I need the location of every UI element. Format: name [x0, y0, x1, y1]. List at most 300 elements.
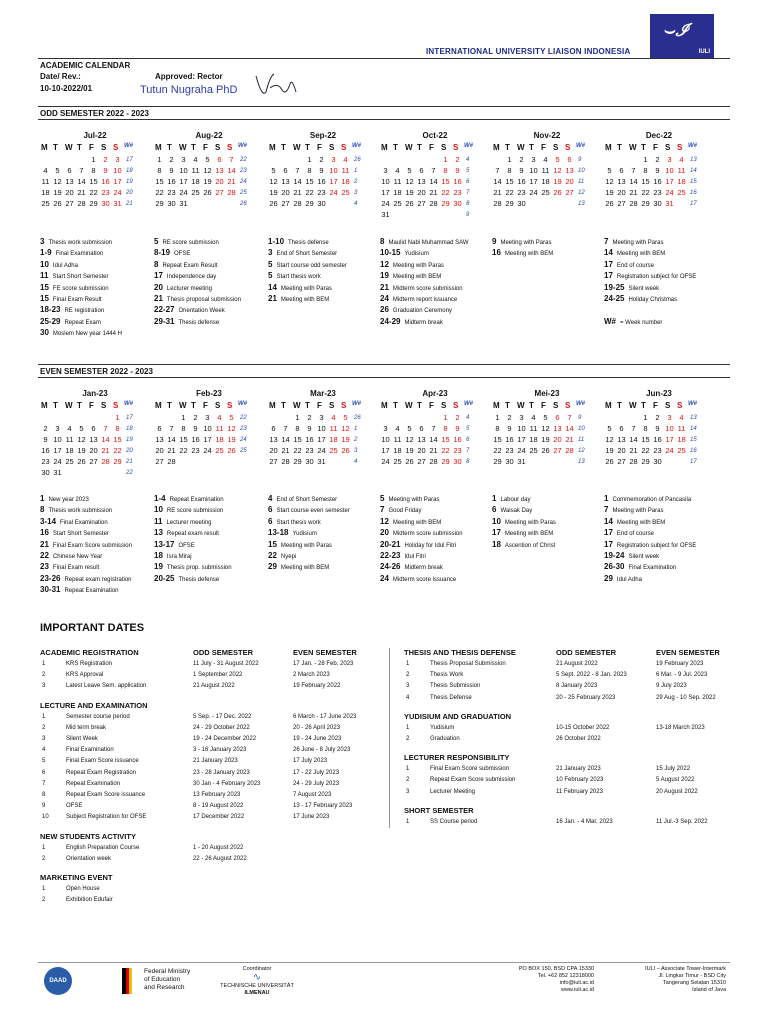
month-name: Feb-23 — [196, 389, 222, 398]
row-item: Repeat Exam Registration — [66, 769, 137, 776]
day-cell: 12 — [53, 177, 62, 186]
day-cell: 29 — [113, 457, 122, 466]
month-name: Mar-23 — [310, 389, 336, 398]
week-number: 25 — [240, 448, 247, 454]
event-item — [154, 317, 219, 326]
event-text: RE registration — [64, 308, 105, 315]
important-dates-title: IMPORTANT DATES — [40, 622, 145, 634]
day-header: F — [429, 401, 434, 410]
event-item — [154, 517, 212, 526]
event-item — [268, 540, 332, 549]
event-day: 21 — [380, 282, 389, 292]
day-header: W# — [124, 401, 133, 407]
section-heading: NEW STUDENTS ACTIVITY — [40, 831, 136, 841]
event-day: 7 — [604, 505, 609, 515]
event-text: Moslem New year 1444 H — [52, 331, 122, 338]
day-cell: 17 — [179, 177, 188, 186]
event-text: Meeting with BEM — [392, 274, 442, 281]
event-item — [380, 305, 452, 314]
event-day: 17 — [154, 271, 163, 281]
row-item: Silent Week — [66, 736, 98, 742]
even-semester-title: EVEN SEMESTER 2022 - 2023 — [40, 367, 153, 376]
event-day: 23 — [40, 562, 49, 572]
day-header: W# — [688, 401, 697, 407]
day-header: F — [541, 143, 546, 152]
day-cell: 25 — [677, 446, 686, 455]
week-number: 22 — [240, 415, 247, 421]
day-cell: 16 — [653, 177, 662, 186]
day-header: F — [89, 143, 94, 152]
day-header: W — [405, 143, 413, 152]
day-cell: 16 — [167, 177, 176, 186]
day-cell: 5 — [205, 155, 210, 164]
day-header: S — [665, 143, 671, 152]
event-item — [268, 237, 329, 246]
event-text: Thesis defense — [178, 576, 220, 583]
event-day: 4 — [268, 494, 273, 503]
day-cell: 13 — [89, 435, 98, 444]
event-day: W# — [604, 316, 616, 326]
day-cell: 10 — [381, 435, 390, 444]
day-cell: 23 — [517, 188, 526, 197]
day-cell: 7 — [495, 166, 500, 175]
event-day: 8-19 — [154, 248, 171, 258]
day-cell: 10 — [381, 177, 390, 186]
day-cell: 2 — [103, 155, 108, 164]
event-text: FE score submission — [52, 285, 109, 292]
event-text: Meeting with BEM — [280, 565, 330, 572]
day-cell: 3 — [519, 413, 524, 422]
event-day: 18 — [492, 539, 501, 549]
row-odd-date: 5 Sep. - 17 Dec. 2022 — [193, 713, 252, 720]
day-cell: 26 — [53, 199, 62, 208]
day-cell: 18 — [393, 446, 402, 455]
day-cell: 11 — [329, 424, 338, 433]
day-header: W# — [124, 143, 133, 149]
day-header: M — [493, 401, 500, 410]
row-even-date: 17 Jan. - 28 Feb. 2023 — [293, 661, 354, 667]
event-day: 15 — [40, 294, 49, 303]
approved-label: Approved: Rector — [155, 72, 223, 81]
day-cell: 16 — [505, 435, 514, 444]
day-cell: 17 — [381, 188, 390, 197]
day-cell: 22 — [505, 188, 514, 197]
day-cell: 27 — [269, 457, 278, 466]
event-item — [40, 562, 99, 571]
day-cell: 24 — [329, 188, 338, 197]
day-cell: 18 — [341, 177, 350, 186]
day-cell: 24 — [53, 457, 62, 466]
row-item: Open House — [66, 886, 100, 892]
event-day: 11 — [40, 271, 49, 281]
week-number: 18 — [126, 426, 133, 432]
day-cell: 28 — [629, 457, 638, 466]
day-cell: 11 — [215, 424, 224, 433]
day-header: S — [101, 143, 107, 152]
event-item — [380, 551, 426, 560]
day-cell: 11 — [341, 166, 350, 175]
day-cell: 26 — [605, 199, 614, 208]
day-cell: 27 — [553, 446, 562, 455]
day-cell: 10 — [665, 424, 674, 433]
day-cell: 28 — [429, 199, 438, 208]
event-day: 5 — [268, 259, 273, 269]
row-item: Repeat Examination — [66, 780, 121, 787]
day-cell: 3 — [383, 166, 388, 175]
day-cell: 29 — [441, 199, 450, 208]
event-item — [492, 517, 556, 526]
day-cell: 10 — [529, 166, 538, 175]
row-item: Final Exam Score issuance — [66, 758, 139, 765]
iuli-logo — [650, 14, 714, 58]
day-cell: 28 — [227, 188, 236, 197]
event-day: 7 — [380, 505, 385, 515]
event-day: 17 — [604, 259, 613, 269]
day-cell: 25 — [41, 199, 50, 208]
event-day: 20-25 — [154, 573, 175, 583]
day-cell: 31 — [317, 457, 326, 466]
week-number: 21 — [126, 459, 133, 465]
day-cell: 24 — [381, 457, 390, 466]
day-cell: 14 — [293, 177, 302, 186]
day-cell: 6 — [283, 166, 288, 175]
day-cell: 11 — [677, 424, 686, 433]
event-text: Nyepi — [280, 554, 297, 560]
day-cell: 31 — [517, 457, 526, 466]
week-number: 13 — [578, 459, 585, 465]
day-cell: 9 — [507, 424, 512, 433]
day-cell: 7 — [295, 166, 300, 175]
event-day: 3 — [268, 248, 273, 258]
row-odd-date: 24 - 29 October 2022 — [193, 724, 250, 731]
event-day: 29-31 — [154, 316, 175, 326]
week-number: 4 — [354, 201, 358, 207]
title-rule — [38, 106, 730, 107]
day-cell: 26 — [541, 446, 550, 455]
day-cell: 17 — [529, 177, 538, 186]
day-cell: 30 — [167, 199, 176, 208]
day-header: S — [329, 401, 335, 410]
day-cell: 6 — [555, 413, 560, 422]
day-cell: 12 — [77, 435, 86, 444]
row-number: 3 — [406, 683, 410, 690]
event-item — [40, 585, 119, 594]
event-text: Independence day — [166, 274, 217, 281]
iuli-logo-mark: ⌣ℐ — [664, 20, 693, 40]
day-cell: 1 — [91, 155, 96, 164]
day-cell: 5 — [555, 155, 560, 164]
row-odd-date: 26 October 2022 — [556, 736, 601, 742]
day-header: F — [203, 143, 208, 152]
event-day: 1 — [492, 494, 497, 503]
event-text: Midterm break — [404, 319, 443, 326]
event-text: Repeat Exam Result — [162, 262, 218, 269]
row-even-date: 26 June - 8 July 2023 — [293, 747, 351, 754]
day-header: S — [665, 401, 671, 410]
day-cell: 2 — [43, 424, 48, 433]
event-item — [154, 494, 224, 503]
day-header: M — [493, 143, 500, 152]
event-item — [380, 528, 463, 537]
day-cell: 29 — [155, 199, 164, 208]
week-number: 1 — [354, 168, 358, 174]
row-item: Final Examination — [66, 747, 114, 754]
day-cell: 25 — [215, 446, 224, 455]
address1-line-1: PO BOX 150, BSD CPA 15330 — [518, 966, 594, 972]
event-text: Holiday for Idul Fitri — [404, 542, 457, 549]
event-text: Meeting with Paras — [280, 285, 332, 292]
event-text: Chinese New Year — [52, 554, 103, 560]
day-cell: 10 — [317, 424, 326, 433]
day-cell: 5 — [407, 166, 412, 175]
day-cell: 24 — [179, 188, 188, 197]
day-cell: 26 — [553, 188, 562, 197]
day-cell: 9 — [519, 166, 524, 175]
day-cell: 12 — [405, 177, 414, 186]
event-text: Registration subject for OFSE — [616, 274, 697, 281]
day-cell: 2 — [655, 155, 660, 164]
day-cell: 25 — [541, 188, 550, 197]
event-day: 8 — [40, 505, 45, 515]
event-day: 20-21 — [380, 539, 401, 549]
day-cell: 17 — [665, 435, 674, 444]
event-text: Meeting with Paras — [280, 542, 332, 549]
day-header: W# — [352, 143, 361, 149]
day-cell: 17 — [203, 435, 212, 444]
day-cell: 29 — [641, 199, 650, 208]
event-day: 6 — [268, 516, 273, 526]
institution-name: INTERNATIONAL UNIVERSITY LIAISON INDONESIA — [426, 47, 631, 56]
day-cell: 6 — [619, 424, 624, 433]
day-header: M — [269, 401, 276, 410]
day-cell: 23 — [453, 446, 462, 455]
day-cell: 30 — [453, 457, 462, 466]
day-cell: 27 — [617, 457, 626, 466]
month-name: Nov-22 — [533, 131, 561, 140]
row-even-date: 7 August 2023 — [293, 792, 332, 798]
day-cell: 16 — [653, 435, 662, 444]
day-cell: 21 — [629, 188, 638, 197]
event-day: 23-26 — [40, 573, 61, 583]
day-cell: 16 — [305, 435, 314, 444]
event-item — [380, 517, 441, 526]
day-cell: 18 — [329, 435, 338, 444]
month-name: Dec-22 — [645, 131, 673, 140]
week-number: 14 — [690, 168, 697, 174]
row-item: Repeat Exam Score submission — [430, 777, 516, 784]
event-day: 3 — [40, 237, 45, 246]
month-name: Sep-22 — [309, 131, 337, 140]
row-even-date: 17 July 2023 — [293, 758, 328, 765]
day-cell: 24 — [529, 188, 538, 197]
week-number: 8 — [466, 459, 470, 465]
event-day: 1 — [40, 494, 45, 503]
week-number: 19 — [126, 179, 133, 185]
day-cell: 18 — [41, 188, 50, 197]
day-cell: 13 — [215, 166, 224, 175]
day-cell: 5 — [543, 413, 548, 422]
week-number: 17 — [690, 459, 697, 465]
event-item — [380, 317, 443, 326]
week-number: 4 — [354, 459, 358, 465]
event-item — [492, 237, 551, 246]
day-cell: 25 — [341, 188, 350, 197]
day-cell: 10 — [517, 424, 526, 433]
event-item — [40, 237, 112, 246]
day-cell: 30 — [41, 468, 50, 477]
week-number: 5 — [466, 168, 470, 174]
day-cell: 18 — [215, 435, 224, 444]
day-cell: 11 — [393, 177, 402, 186]
row-item: Thesis Proposal Submission — [430, 661, 506, 667]
event-text: Final Examination — [55, 251, 104, 258]
day-cell: 10 — [113, 166, 122, 175]
address1-line-2: Tel. +62 852 12318000 — [537, 973, 594, 979]
day-cell: 22 — [113, 446, 122, 455]
day-header: W# — [238, 401, 247, 407]
event-day: 19-24 — [604, 551, 625, 560]
event-text: Yudisium — [404, 251, 429, 258]
event-day: 16 — [492, 248, 501, 258]
day-header: W — [65, 143, 73, 152]
event-item — [268, 494, 337, 503]
day-header: S — [341, 401, 347, 410]
day-header: S — [553, 401, 559, 410]
event-day: 24-25 — [604, 294, 625, 303]
event-text: Idul Adha — [52, 262, 78, 269]
day-cell: 1 — [181, 413, 186, 422]
event-item — [40, 505, 112, 514]
event-day: 17 — [604, 271, 613, 281]
day-cell: 3 — [115, 155, 120, 164]
day-header: T — [505, 143, 510, 152]
day-cell: 18 — [529, 435, 538, 444]
row-number: 1 — [406, 661, 410, 667]
week-number: 26 — [354, 157, 361, 163]
day-header: W# — [464, 401, 473, 407]
day-cell: 2 — [193, 413, 198, 422]
row-item: English Preparation Course — [66, 844, 140, 851]
day-cell: 9 — [307, 424, 312, 433]
day-cell: 19 — [77, 446, 86, 455]
event-day: 29 — [268, 562, 277, 572]
week-number: 9 — [466, 212, 470, 218]
day-cell: 7 — [229, 155, 234, 164]
day-cell: 8 — [307, 166, 312, 175]
day-header: F — [317, 401, 322, 410]
week-number: 2 — [354, 437, 358, 443]
day-cell: 26 — [405, 199, 414, 208]
day-cell: 12 — [227, 424, 236, 433]
day-cell: 15 — [505, 177, 514, 186]
month-name: Oct-22 — [422, 131, 448, 140]
event-day: 24 — [380, 573, 389, 583]
week-number: 17 — [126, 415, 133, 421]
event-day: 10 — [492, 516, 501, 526]
event-item — [154, 574, 219, 583]
day-cell: 11 — [541, 166, 550, 175]
event-text: New year 2023 — [48, 497, 89, 503]
day-cell: 2 — [507, 413, 512, 422]
day-header: T — [417, 143, 422, 152]
event-day: 29 — [604, 573, 613, 583]
address2-line-2: Jl. Lingkar Timur - BSD City — [658, 973, 726, 979]
event-item — [268, 248, 337, 257]
row-number: 8 — [42, 792, 46, 798]
row-even-date: 24 - 29 July 2023 — [293, 780, 340, 787]
event-text: Maulid Nabi Muhammad SAW — [388, 240, 469, 246]
event-day: 25-29 — [40, 316, 61, 326]
event-day: 13-18 — [268, 528, 289, 538]
col-odd-heading: ODD SEMESTER — [193, 648, 254, 657]
section-heading: SHORT SEMESTER — [404, 805, 474, 815]
day-cell: 2 — [455, 155, 460, 164]
event-item — [154, 248, 190, 257]
row-even-date: 17 June 2023 — [293, 814, 330, 821]
day-header: M — [155, 401, 162, 410]
event-item — [268, 271, 321, 280]
day-cell: 8 — [443, 424, 448, 433]
day-cell: 31 — [113, 199, 122, 208]
event-text: Start Short Semester — [52, 531, 109, 538]
event-day: 19 — [380, 271, 389, 281]
day-header: T — [417, 401, 422, 410]
event-day: 14 — [604, 248, 613, 258]
day-cell: 4 — [67, 424, 72, 433]
day-cell: 21 — [429, 446, 438, 455]
event-text: Final Exam Score submission — [52, 542, 132, 549]
row-even-date: 13 - 17 February 2023 — [293, 803, 353, 810]
day-cell: 22 — [493, 446, 502, 455]
day-cell: 28 — [493, 199, 502, 208]
day-header: S — [565, 401, 571, 410]
day-cell: 4 — [395, 424, 400, 433]
event-day: 22-23 — [380, 551, 401, 560]
row-number: 1 — [406, 766, 410, 773]
event-text: Graduation Ceremony — [392, 308, 452, 315]
event-text: Meeting with BEM — [392, 519, 442, 526]
row-number: 1 — [406, 818, 410, 825]
event-text: Idul Fitri — [404, 554, 426, 560]
event-item — [380, 294, 457, 303]
day-cell: 25 — [393, 199, 402, 208]
row-item: Subject Registration for OFSE — [66, 814, 147, 821]
week-number: 4 — [466, 157, 470, 163]
day-cell: 19 — [53, 188, 62, 197]
event-text: Meeting with Paras — [504, 519, 556, 526]
day-cell: 31 — [53, 468, 62, 477]
day-header: M — [269, 143, 276, 152]
event-day: 14 — [604, 516, 613, 526]
event-item — [40, 551, 102, 560]
day-cell: 6 — [419, 166, 424, 175]
event-text: Meeting with Paras — [612, 508, 664, 515]
day-cell: 13 — [617, 435, 626, 444]
day-cell: 23 — [101, 188, 110, 197]
event-item — [380, 237, 469, 246]
event-text: Final Exam result — [52, 565, 100, 572]
day-cell: 25 — [393, 457, 402, 466]
day-cell: 2 — [307, 413, 312, 422]
row-even-date: 11 Jul.-3 Sep. 2022 — [656, 818, 708, 825]
day-cell: 1 — [643, 413, 648, 422]
event-day: 24-29 — [380, 316, 401, 326]
day-cell: 20 — [155, 446, 164, 455]
event-item — [604, 271, 696, 280]
week-number: 7 — [466, 190, 470, 196]
day-cell: 1 — [157, 155, 162, 164]
event-item — [380, 562, 443, 571]
